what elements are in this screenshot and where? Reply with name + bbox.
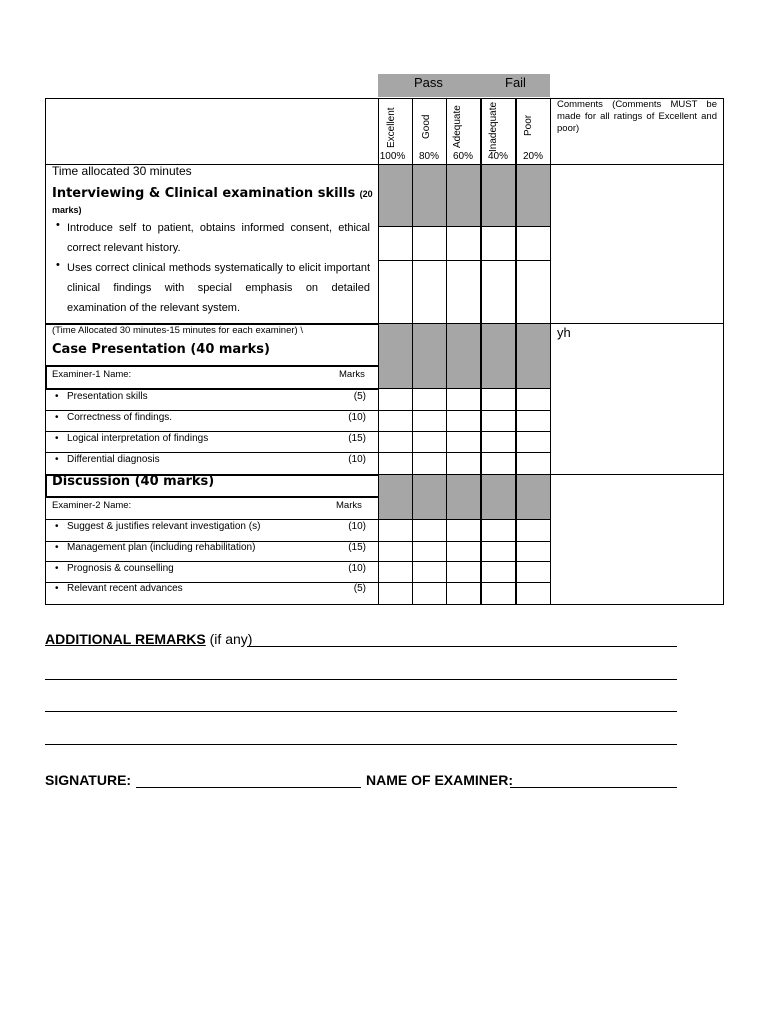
additional-remarks [45,631,252,647]
shade-section2 [378,324,550,388]
pct-adequate: 60% [452,151,473,162]
bullet-icon: • [55,433,59,444]
remarks-line[interactable] [247,646,677,647]
fail-label: Fail [505,75,526,90]
section1-title-marks: (20 [359,189,373,199]
examiner-name-label: NAME OF EXAMINER: [366,772,513,788]
signature-field[interactable] [136,787,361,788]
examiner1-marks-label: Marks [339,369,365,380]
bullet-icon: • [55,521,59,532]
section1-title: Interviewing & Clinical examination skills [52,186,356,201]
section1-title-marks2: marks) [52,205,82,215]
examiner-name-field[interactable] [510,787,677,788]
bullet-icon: • [55,454,59,465]
bullet-icon: • [55,391,59,402]
section1-title-row [52,184,373,202]
section2-comment: yh [557,325,571,340]
rating-good: Good [421,114,432,139]
bullet-icon: • [55,563,59,574]
remarks-hint: (if any) [209,631,253,647]
section1-item-2: Uses correct clinical methods systematically to elicit important clinical findings with special emphasis on detailed examination of the relevant system. [67,262,370,314]
examiner2-marks-label: Marks [336,500,362,511]
remarks-line[interactable] [45,679,677,680]
rating-inadequate: Inadequate [488,101,499,152]
examiner2-name-label: Examiner-2 Name: [52,500,132,511]
remarks-line[interactable] [45,744,677,745]
bullet-icon: • [55,412,59,423]
remarks-label: ADDITIONAL REMARKS [45,631,206,647]
pct-excellent: 100% [379,151,406,162]
pct-good: 80% [418,151,439,162]
bullet-icon: • [56,219,60,231]
signature-label: SIGNATURE: [45,772,132,788]
rating-excellent: Excellent [386,107,397,148]
rating-poor: Poor [523,114,534,136]
bullet-icon: • [55,542,59,553]
shade-section1 [378,164,550,226]
rating-adequate: Adequate [452,105,463,148]
pass-label: Pass [414,75,443,90]
section2-time: (Time Allocated 30 minutes-15 minutes for each examiner) \ [52,325,303,336]
section1-item-1: Introduce self to patient, obtains informed consent, ethical correct relevant history. [67,222,370,254]
examiner1-name-label: Examiner-1 Name: [52,369,132,380]
section1-time: Time allocated 30 minutes [52,164,192,178]
comments-header: Comments (Comments MUST be made for all ratings of Excellent and poor) [557,99,717,134]
shade-section3 [378,475,550,519]
section2-title: Case Presentation (40 marks) [52,342,270,357]
pct-inadequate: 40% [487,151,508,162]
section3-title: Discussion (40 marks) [52,474,215,489]
pct-poor: 20% [522,151,543,162]
bullet-icon: • [56,259,60,271]
remarks-line[interactable] [45,711,677,712]
bullet-icon: • [55,583,59,594]
